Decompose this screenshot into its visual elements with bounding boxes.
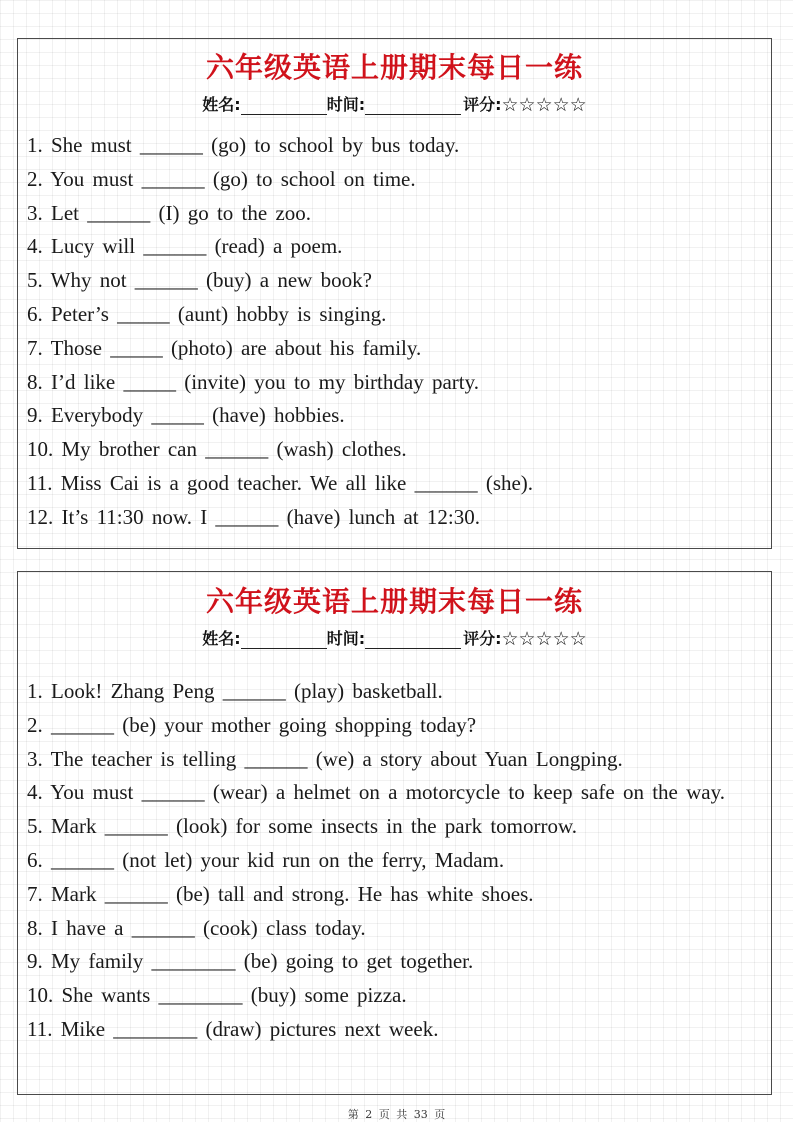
- question-item: 7. Mark ______ (be) tall and strong. He has white shoes.: [27, 881, 534, 906]
- question-item: 3. The teacher is telling ______ (we) a story about Yuan Longping.: [27, 746, 623, 771]
- time-label: 时间:: [326, 95, 366, 114]
- time-blank: [365, 630, 461, 649]
- worksheet-2: [17, 571, 772, 1095]
- student-info-row: [18, 625, 771, 649]
- question-item: 9. My family ________ (be) going to get together.: [27, 949, 474, 974]
- score-label: 评分:: [463, 629, 502, 648]
- name-blank: [241, 96, 327, 115]
- worksheet-title: 六年级英语上册期末每日一练: [205, 51, 583, 84]
- question-list: [18, 129, 771, 535]
- star-rating-icons: ☆☆☆☆☆: [501, 628, 587, 650]
- question-item: 4. Lucy will ______ (read) a poem.: [27, 234, 343, 259]
- question-item: 2. ______ (be) your mother going shopping today?: [27, 712, 477, 737]
- question-item: 11. Mike ________ (draw) pictures next week.: [27, 1016, 439, 1041]
- question-item: 9. Everybody _____ (have) hobbies.: [27, 403, 345, 428]
- page-footer: 第 2 页 共 33 页: [347, 1108, 446, 1121]
- question-item: 4. You must ______ (wear) a helmet on a motorcycle to keep safe on the way.: [27, 780, 725, 805]
- question-item: 11. Miss Cai is a good teacher. We all like ______ (she).: [27, 470, 534, 495]
- question-item: 6. ______ (not let) your kid run on the ferry, Madam.: [27, 847, 505, 872]
- worksheet-1: [17, 38, 772, 549]
- name-label: 姓名:: [202, 95, 241, 114]
- question-item: 5. Mark ______ (look) for some insects in the park tomorrow.: [27, 814, 578, 839]
- student-info-row: [18, 91, 771, 115]
- worksheet-title: 六年级英语上册期末每日一练: [205, 585, 583, 618]
- question-item: 8. I have a ______ (cook) class today.: [27, 915, 366, 940]
- time-blank: [365, 96, 461, 115]
- score-label: 评分:: [463, 95, 502, 114]
- question-item: 1. She must ______ (go) to school by bus today.: [27, 133, 460, 157]
- name-label: 姓名:: [202, 629, 241, 648]
- question-item: 8. I’d like _____ (invite) you to my birthday party.: [27, 369, 479, 394]
- question-list: [18, 675, 771, 1047]
- question-item: 2. You must ______ (go) to school on time.: [27, 166, 416, 191]
- question-item: 6. Peter’s _____ (aunt) hobby is singing.: [27, 301, 387, 326]
- question-item: 12. It’s 11:30 now. I ______ (have) lunch at 12:30.: [27, 504, 480, 529]
- name-blank: [241, 630, 327, 649]
- star-rating-icons: ☆☆☆☆☆: [501, 94, 587, 116]
- question-item: 10. She wants ________ (buy) some pizza.: [27, 983, 407, 1008]
- question-item: 1. Look! Zhang Peng ______ (play) basketball.: [27, 679, 443, 703]
- question-item: 10. My brother can ______ (wash) clothes.: [27, 437, 407, 462]
- question-item: 7. Those _____ (photo) are about his family.: [27, 335, 422, 360]
- time-label: 时间:: [326, 629, 366, 648]
- question-item: 3. Let ______ (I) go to the zoo.: [27, 200, 312, 225]
- question-item: 5. Why not ______ (buy) a new book?: [27, 268, 372, 293]
